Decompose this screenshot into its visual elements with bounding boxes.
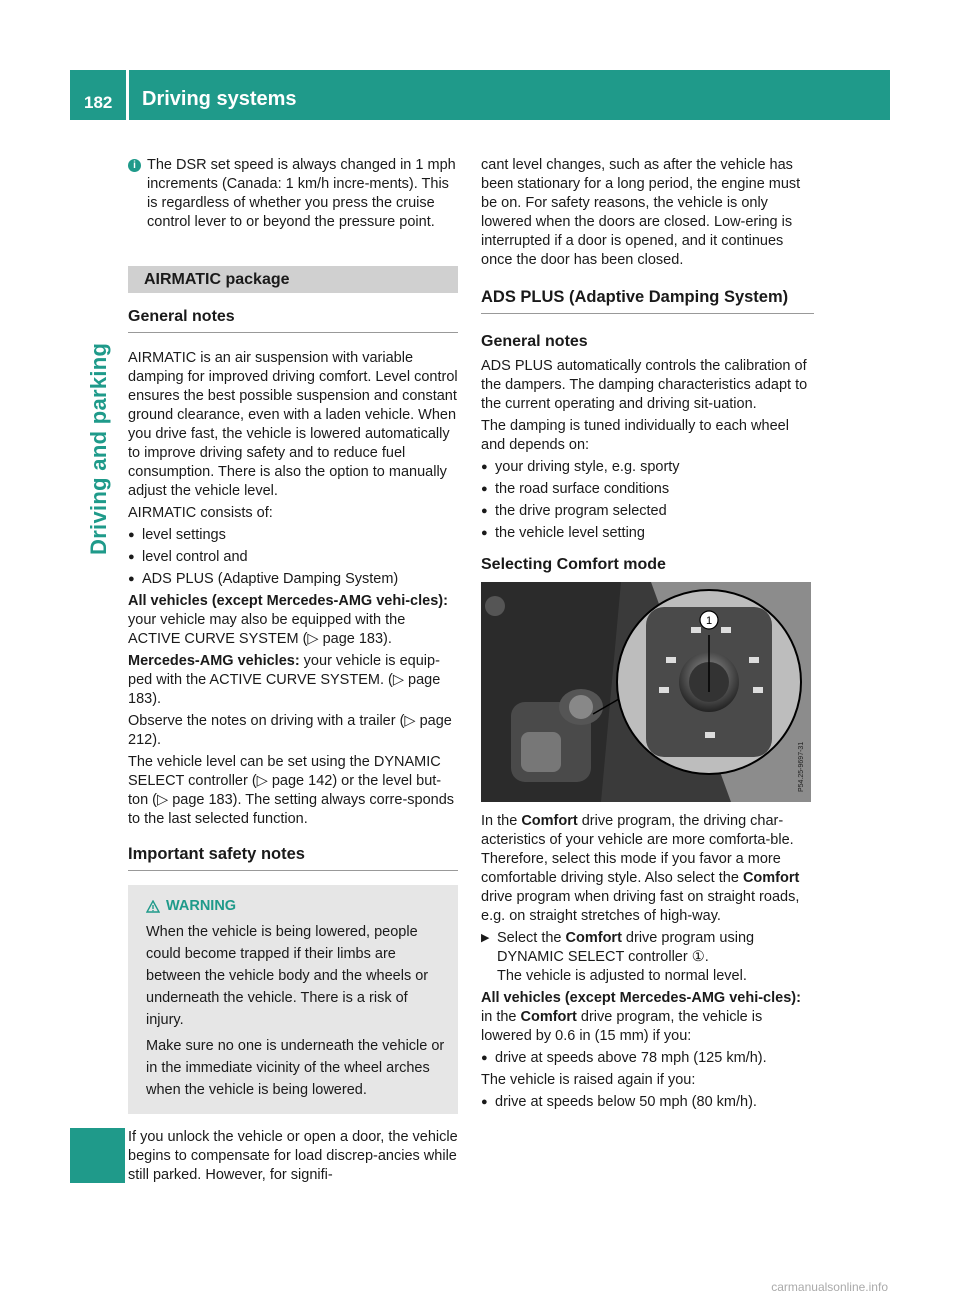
paragraph: ADS PLUS automatically controls the calibration of the dampers. The damping characteristics adapt to the current operating and driving sit-uation. — [481, 358, 808, 412]
list-item: ● level settings — [128, 527, 226, 543]
left-column — [128, 156, 458, 1188]
paragraph: The damping is tuned individually to each wheel and depends on: — [481, 418, 789, 453]
page-number: 182 — [84, 93, 113, 112]
heading-general-notes: General notes — [128, 307, 458, 333]
paragraph: All vehicles (except Mercedes-AMG vehi-cles): in the Comfort drive program, the vehicle is lowered by 0.6 in (15 mm) if you: — [481, 990, 801, 1044]
list-item: ● drive at speeds above 78 mph (125 km/h). — [481, 1050, 767, 1066]
page-title: Driving systems — [142, 88, 297, 110]
info-icon: i — [128, 159, 141, 172]
lowered-list — [481, 1049, 814, 1068]
paragraph: The vehicle level can be set using the DYNAMIC SELECT controller (▷ page 142) or the level but-ton (▷ page 183). The setting always corre-sponds to the last selected function. — [128, 754, 455, 827]
raised-list — [481, 1093, 814, 1112]
footer-watermark: carmanualsonline.info — [771, 1280, 888, 1294]
list-item: ● your driving style, e.g. sporty — [481, 459, 680, 475]
sidebar-chapter-label: Driving and parking — [86, 342, 111, 555]
list-item: ● the vehicle level setting — [481, 525, 645, 541]
paragraph: AIRMATIC consists of: — [128, 505, 273, 521]
warning-title: WARNING — [146, 895, 446, 917]
list-item: ● ADS PLUS (Adaptive Damping System) — [128, 571, 399, 587]
list-item: ● the road surface conditions — [481, 481, 670, 497]
warning-box — [128, 885, 458, 1114]
sidebar-marker — [70, 1128, 125, 1183]
header-divider — [126, 70, 129, 120]
info-note-text: The DSR set speed is always changed in 1 mph increments (Canada: 1 km/h incre-ments). This is regardless of whether you press the cruise control lever to or beyond the pressure point. — [147, 157, 456, 230]
figure-code: P54.25-9697-31 — [798, 741, 805, 792]
warning-triangle-icon — [146, 900, 160, 913]
instruction-step: ▶ Select the Comfort drive program using DYNAMIC SELECT controller ①. The vehicle is adjusted to normal level. — [481, 930, 755, 984]
warning-instruction: Make sure no one is underneath the vehicle or in the immediate vicinity of the wheel arches when the vehicle is being lowered. — [146, 1038, 445, 1098]
list-item: ● level control and — [128, 549, 248, 565]
dynamic-select-figure — [481, 582, 811, 802]
paragraph: AIRMATIC is an air suspension with variable damping for improved driving comfort. Level control ensures the best possible suspension and constant ground clearance, even with a laden vehicle. When you drive fast, the vehicle is lowered automatically to improve driving safety and to reduce fuel consumption. There is also the option to manually adjust the vehicle level. — [128, 350, 458, 499]
controller-illustration — [481, 582, 811, 802]
info-note — [128, 156, 458, 232]
heading-comfort-mode: Selecting Comfort mode — [481, 556, 666, 573]
paragraph: If you unlock the vehicle or open a door, the vehicle begins to compensate for load discrep-ancies while still parked. However, for signifi- — [128, 1129, 458, 1183]
warning-text: When the vehicle is being lowered, people could become trapped if their limbs are between the vehicle body and the wheels or underneath the vehicle. There is a risk of injury. — [146, 924, 429, 1028]
paragraph: Mercedes-AMG vehicles: your vehicle is equip-ped with the ACTIVE CURVE SYSTEM. (▷ page 183). — [128, 653, 441, 707]
step-arrow-icon: ▶ — [481, 932, 490, 944]
list-item: ● drive at speeds below 50 mph (80 km/h). — [481, 1094, 757, 1110]
callout-1: 1 — [705, 615, 713, 627]
paragraph: Observe the notes on driving with a trailer (▷ page 212). — [128, 713, 452, 748]
damping-list — [481, 458, 814, 543]
paragraph: In the Comfort drive program, the driving char-acteristics of your vehicle are more comforta-ble. Therefore, select this mode if you favor a more comfortable driving style. Also select the Comfort drive program when driving fast on straight roads, e.g. on straight stretches of high-way. — [481, 813, 800, 924]
list-item: ● the drive program selected — [481, 503, 667, 519]
heading-ads-plus: ADS PLUS (Adaptive Damping System) — [481, 288, 814, 314]
step-result: The vehicle is adjusted to normal level. — [497, 968, 747, 984]
paragraph: cant level changes, such as after the vehicle has been stationary for a long period, the engine must be on. For safety reasons, the vehicle is only lowered when the doors are closed. Low-ering is interrupted if a door is opened, and it continues once the door has been closed. — [481, 157, 801, 268]
paragraph: The vehicle is raised again if you: — [481, 1072, 696, 1088]
airmatic-list — [128, 526, 458, 589]
heading-safety-notes: Important safety notes — [128, 845, 458, 871]
paragraph: All vehicles (except Mercedes-AMG vehi-cles): your vehicle may also be equipped with the ACTIVE CURVE SYSTEM (▷ page 183). — [128, 593, 448, 647]
section-title-airmatic: AIRMATIC package — [128, 266, 458, 293]
heading-general-notes: General notes — [481, 333, 588, 350]
right-column — [481, 156, 814, 1115]
